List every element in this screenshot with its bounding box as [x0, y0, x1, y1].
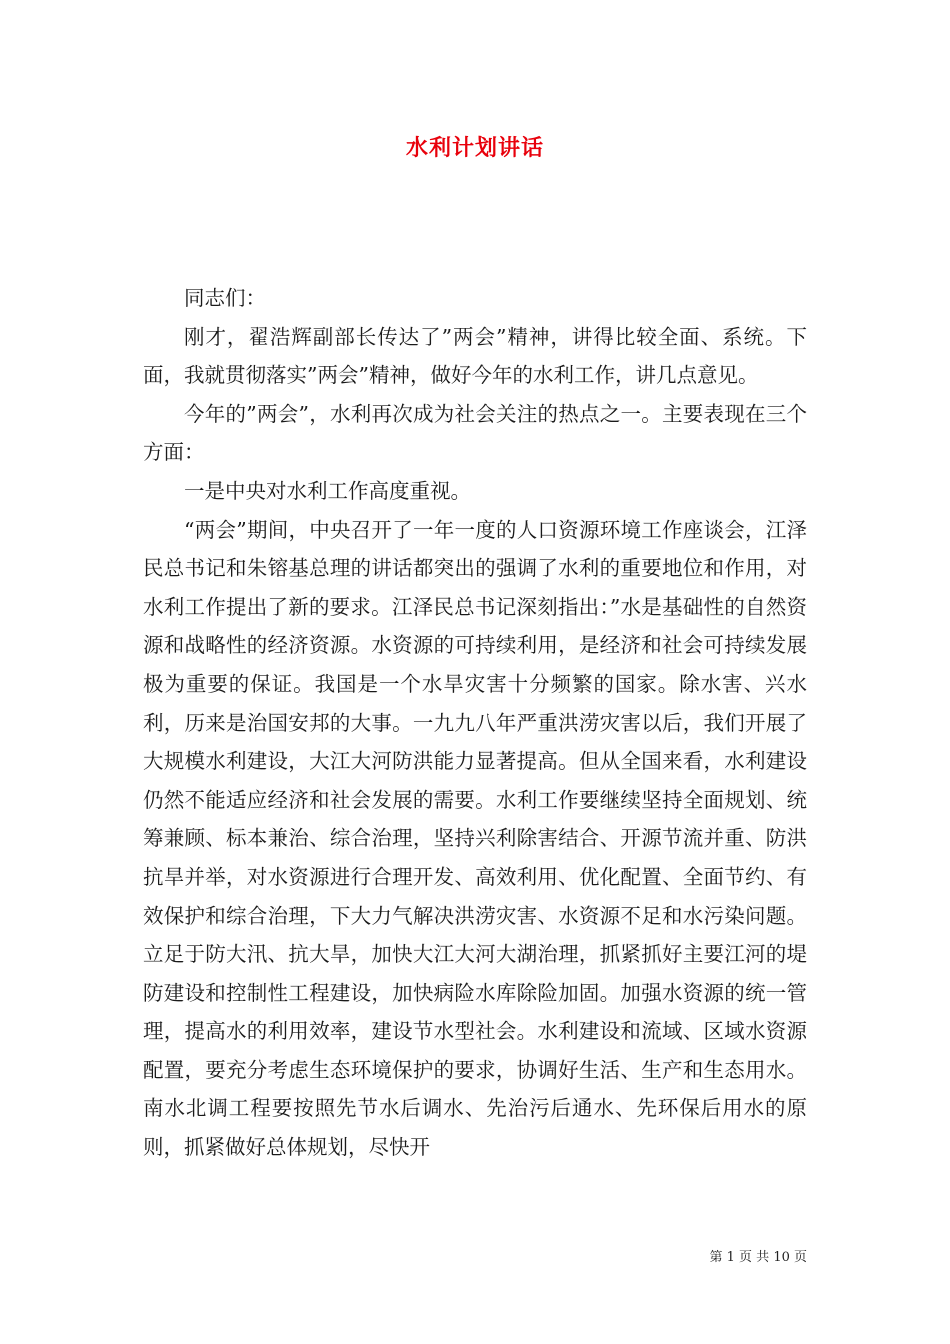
- body-paragraph: “两会”期间，中央召开了一年一度的人口资源环境工作座谈会，江泽民总书记和朱镕基总理的讲话都突出的强调了水利的重要地位和作用，对水利工作提出了新的要求。江泽民总书记深刻指出：”水是基础性的自然资源和战略性的经济资源。水资源的可持续利用，是经济和社会可持续发展极为重要的保证。我国是一个水旱灾害十分频繁的国家。除水害、兴水利，历来是治国安邦的大事。一九九八年严重洪涝灾害以后，我们开展了大规模水利建设，大江大河防洪能力显著提高。但从全国来看，水利建设仍然不能适应经济和社会发展的需要。水利工作要继续坚持全面规划、统筹兼顾、标本兼治、综合治理，坚持兴利除害结合、开源节流并重、防洪抗旱并举，对水资源进行合理开发、高效利用、优化配置、全面节约、有效保护和综合治理，下大力气解决洪涝灾害、水资源不足和水污染问题。立足于防大汛、抗大旱，加快大江大河大湖治理，抓紧抓好主要江河的堤防建设和控制性工程建设，加快病险水库除险加固。加强水资源的统一管理，提高水的利用效率，建设节水型社会。水利建设和流域、区域水资源配置，要充分考虑生态环境保护的要求，协调好生活、生产和生态用水。南水北调工程要按照先节水后调水、先治污后通水、先环保后用水的原则，抓紧做好总体规划，尽快开: [143, 517, 807, 1160]
- body-paragraph: 刚才，翟浩辉副部长传达了”两会”精神，讲得比较全面、系统。下面，我就贯彻落实”两会”精神，做好今年的水利工作，讲几点意见。: [143, 324, 807, 388]
- body-paragraph: 今年的”两会”，水利再次成为社会关注的热点之一。主要表现在三个方面：: [143, 401, 807, 465]
- body-paragraph: 一是中央对水利工作高度重视。: [184, 478, 471, 503]
- document-title: 水利计划讲话: [405, 135, 544, 161]
- salutation-paragraph: 同志们：: [184, 286, 266, 310]
- page-number-footer: 第 1 页 共 10 页: [709, 1250, 807, 1265]
- document-body: [143, 279, 807, 1167]
